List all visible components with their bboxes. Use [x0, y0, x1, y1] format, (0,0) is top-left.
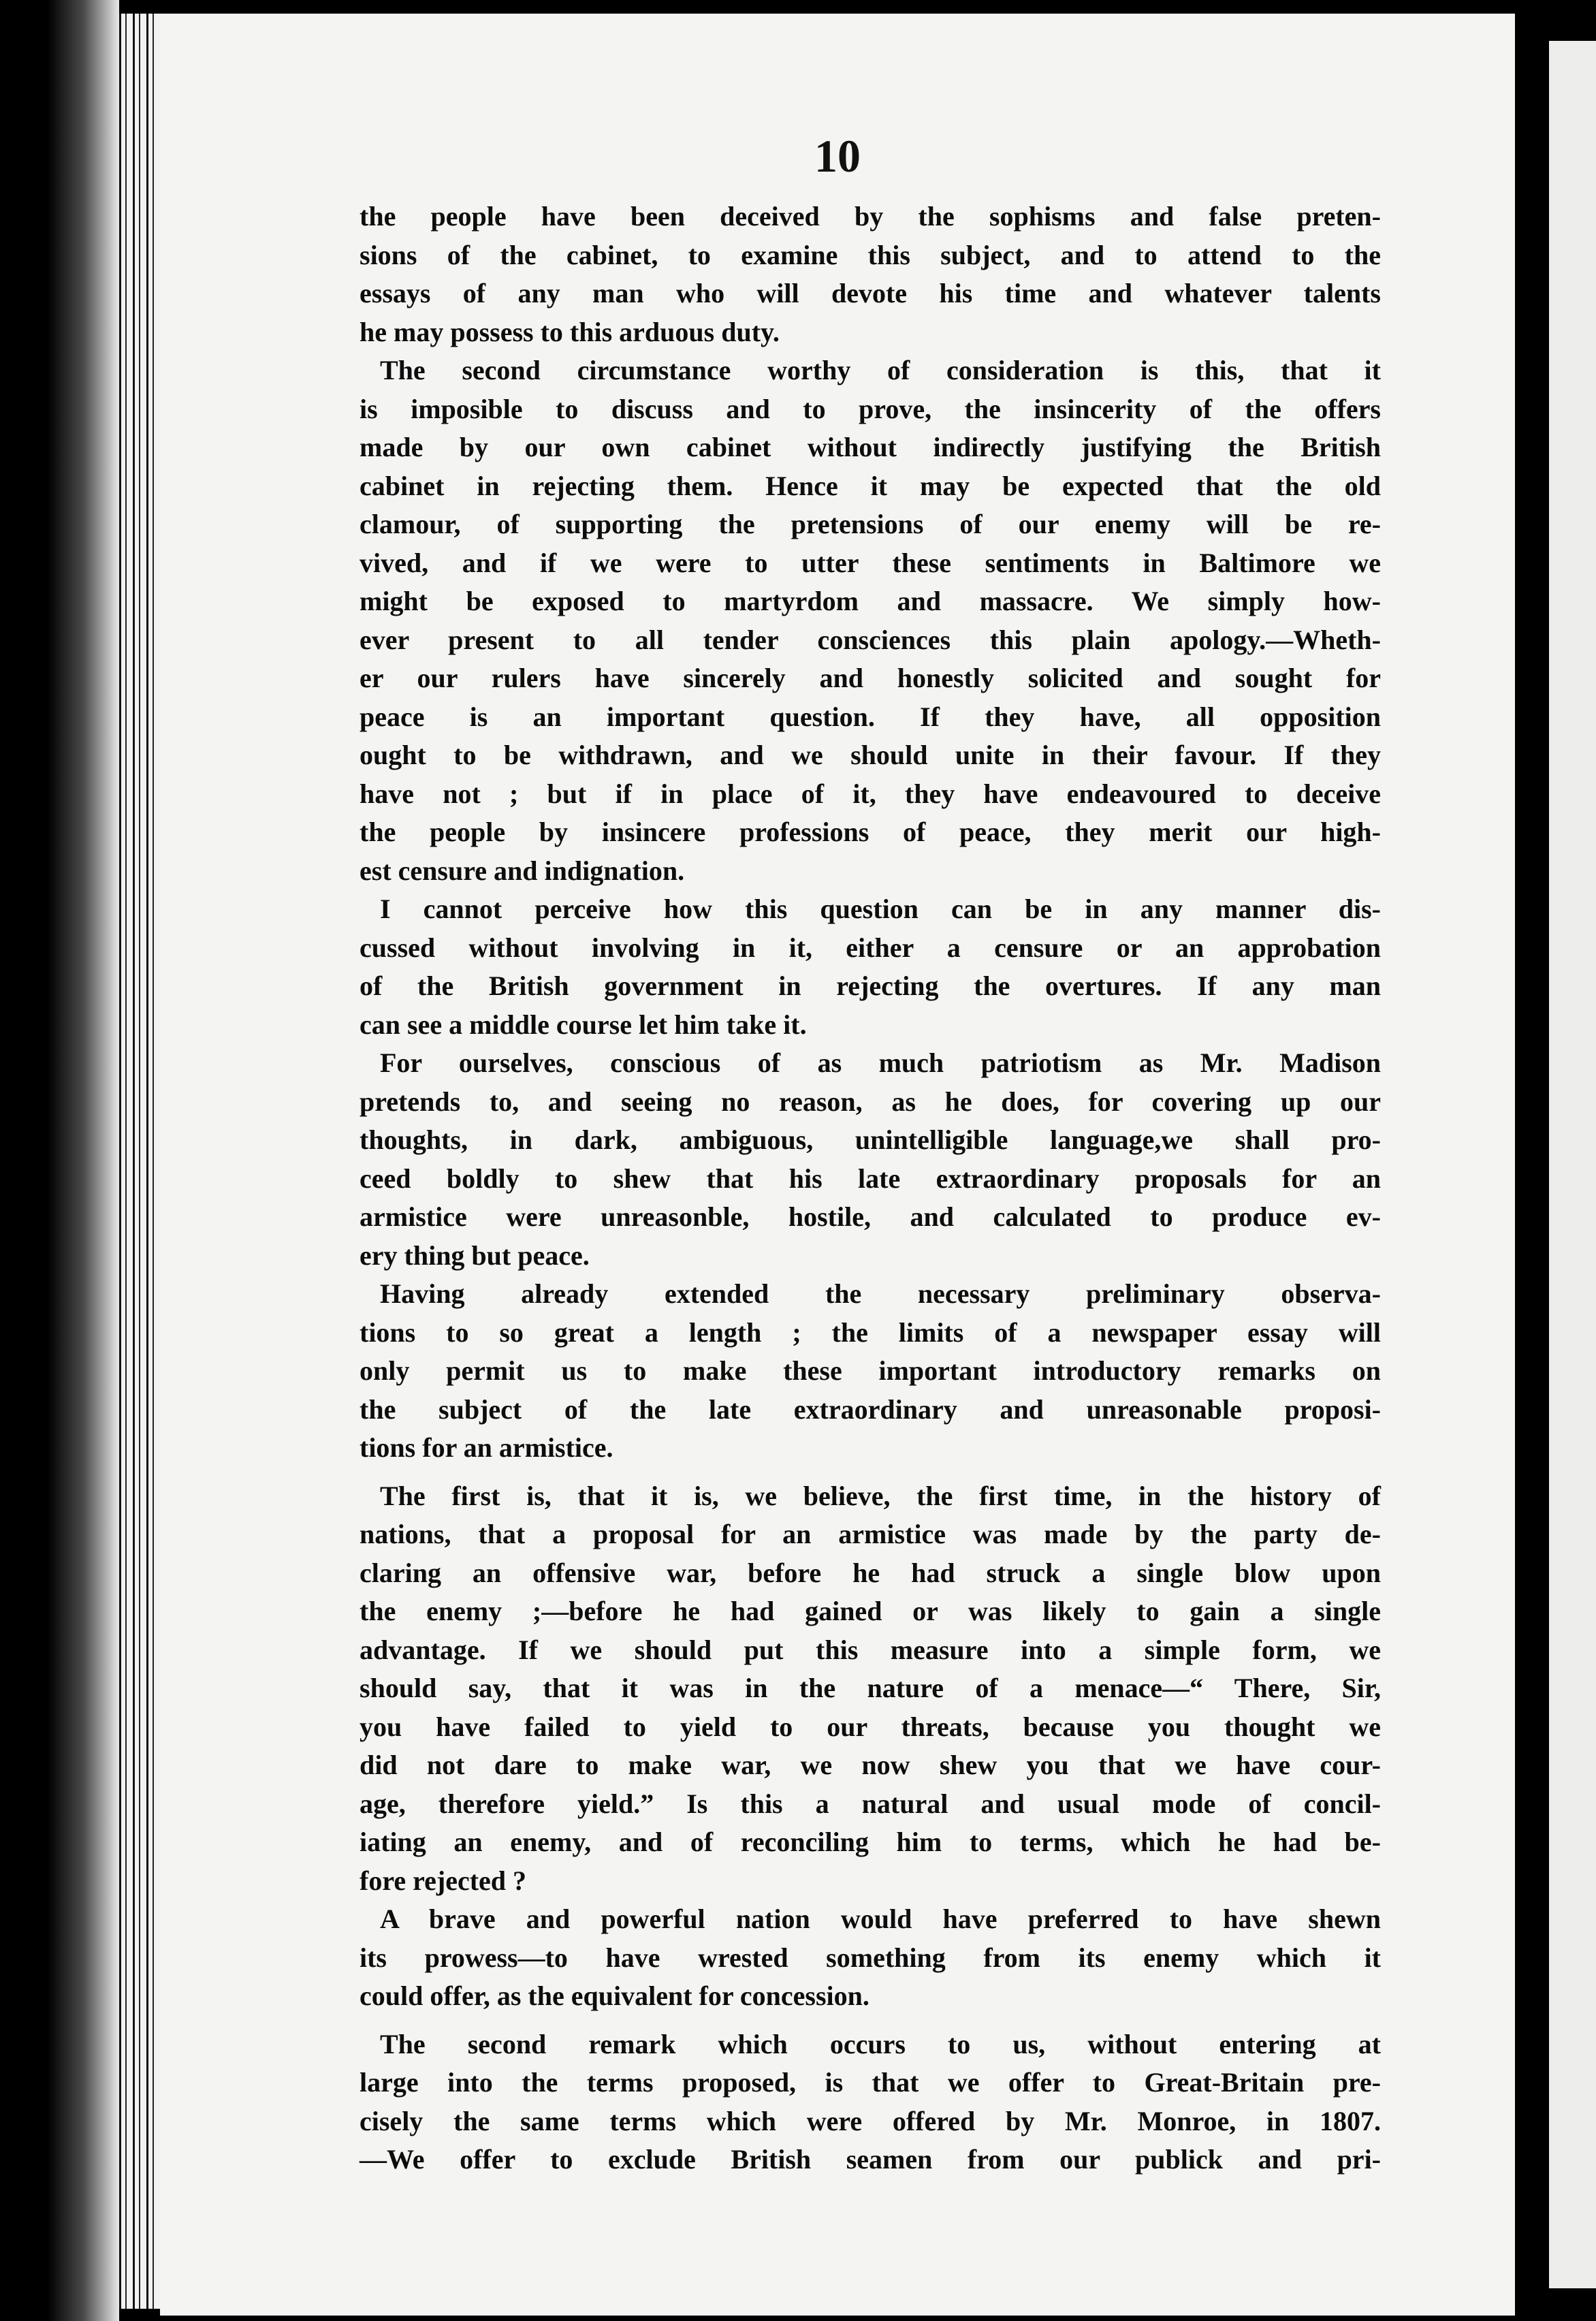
text-line: could offer, as the equivalent for concession. — [360, 1980, 869, 2011]
text-line: ever present to all tender consciences this plain apology.—Wheth- — [360, 624, 1381, 655]
text-line: fore rejected ? — [360, 1865, 527, 1896]
text-line: age, therefore yield.” Is this a natural and usual mode of concil- — [360, 1788, 1381, 1819]
text-line: sions of the cabinet, to examine this subject, and to attend to the — [360, 239, 1381, 270]
text-line: is imposible to discuss and to prove, the insincerity of the offers — [360, 393, 1381, 424]
text-line: claring an offensive war, before he had struck a single blow upon — [360, 1557, 1381, 1588]
text-line: might be exposed to martyrdom and massacre. We simply how- — [360, 586, 1381, 616]
text-line: have not ; but if in place of it, they have endeavoured to deceive — [360, 778, 1381, 809]
text-line: For ourselves, conscious of as much patriotism as Mr. Madison — [380, 1047, 1381, 1078]
text-line: The second circumstance worthy of consideration is this, that it — [380, 355, 1381, 385]
text-line: made by our own cabinet without indirectly justifying the British — [360, 432, 1381, 462]
text-line: the people by insincere professions of peace, they merit our high- — [360, 817, 1381, 847]
text-line: of the British government in rejecting the overtures. If any man — [360, 970, 1381, 1001]
text-line: its prowess—to have wrested something from its enemy which it — [360, 1942, 1381, 1973]
scan-left-edge — [0, 0, 119, 2321]
text-line: did not dare to make war, we now shew you that we have cour- — [360, 1750, 1381, 1780]
text-line: pretends to, and seeing no reason, as he does, for covering up our — [360, 1086, 1381, 1117]
text-line: the people have been deceived by the sophisms and false preten- — [360, 201, 1381, 232]
text-line: ceed boldly to shew that his late extraordinary proposals for an — [360, 1163, 1381, 1194]
text-line: advantage. If we should put this measure into a simple form, we — [360, 1634, 1381, 1665]
text-line: —We offer to exclude British seamen from our publick and pri- — [360, 2144, 1381, 2175]
text-line: thoughts, in dark, ambiguous, unintelligible language,we shall pro- — [360, 1124, 1381, 1155]
text-line: iating an enemy, and of reconciling him to terms, which he had be- — [360, 1827, 1381, 1857]
text-line: tions for an armistice. — [360, 1432, 613, 1463]
text-line: ought to be withdrawn, and we should unite in their favour. If they — [360, 740, 1381, 770]
text-line: The first is, that it is, we believe, the first time, in the history of — [380, 1480, 1381, 1511]
text-line: should say, that it was in the nature of a menace—“ There, Sir, — [360, 1673, 1381, 1703]
text-line: essays of any man who will devote his time and whatever talents — [360, 278, 1381, 309]
paragraph-gap — [360, 1468, 1381, 1477]
book-binding-edge — [119, 14, 160, 2309]
text-line: peace is an important question. If they have, all opposition — [360, 701, 1381, 732]
body-text — [360, 198, 1381, 2179]
text-line: he may possess to this arduous duty. — [360, 316, 780, 347]
text-line: cisely the same terms which were offered by Mr. Monroe, in 1807. — [360, 2105, 1381, 2136]
text-line: nations, that a proposal for an armistice was made by the party de- — [360, 1519, 1381, 1549]
text-line: cussed without involving in it, either a censure or an approbation — [360, 932, 1381, 963]
text-line: you have failed to yield to our threats, because you thought we — [360, 1711, 1381, 1742]
text-line: Having already extended the necessary preliminary observa- — [380, 1278, 1381, 1309]
text-line: er our rulers have sincerely and honestly solicited and sought for — [360, 663, 1381, 693]
text-line: the enemy ;—before he had gained or was likely to gain a single — [360, 1596, 1381, 1626]
text-line: clamour, of supporting the pretensions of our enemy will be re- — [360, 509, 1381, 539]
text-line: can see a middle course let him take it. — [360, 1009, 807, 1040]
facing-page-edge — [1549, 41, 1596, 2288]
page-number: 10 — [814, 130, 861, 182]
text-line: cabinet in rejecting them. Hence it may be expected that the old — [360, 470, 1381, 501]
text-line: armistice were unreasonble, hostile, and calculated to produce ev- — [360, 1201, 1381, 1232]
text-line: only permit us to make these important introductory remarks on — [360, 1355, 1381, 1386]
text-line: the subject of the late extraordinary and unreasonable proposi- — [360, 1393, 1381, 1425]
text-line: I cannot perceive how this question can be in any manner dis- — [380, 894, 1381, 924]
text-line: large into the terms proposed, is that we offer to Great-Britain pre- — [360, 2067, 1381, 2098]
text-line: A brave and powerful nation would have preferred to have shewn — [380, 1904, 1381, 1934]
text-line: est censure and indignation. — [360, 855, 685, 886]
text-line: tions to so great a length ; the limits of a newspaper essay will — [360, 1316, 1381, 1348]
text-line: ery thing but peace. — [360, 1240, 590, 1271]
text-line: vived, and if we were to utter these sentiments in Baltimore we — [360, 547, 1381, 578]
text-line: The second remark which occurs to us, without entering at — [380, 2028, 1381, 2059]
paragraph-gap — [360, 2016, 1381, 2025]
